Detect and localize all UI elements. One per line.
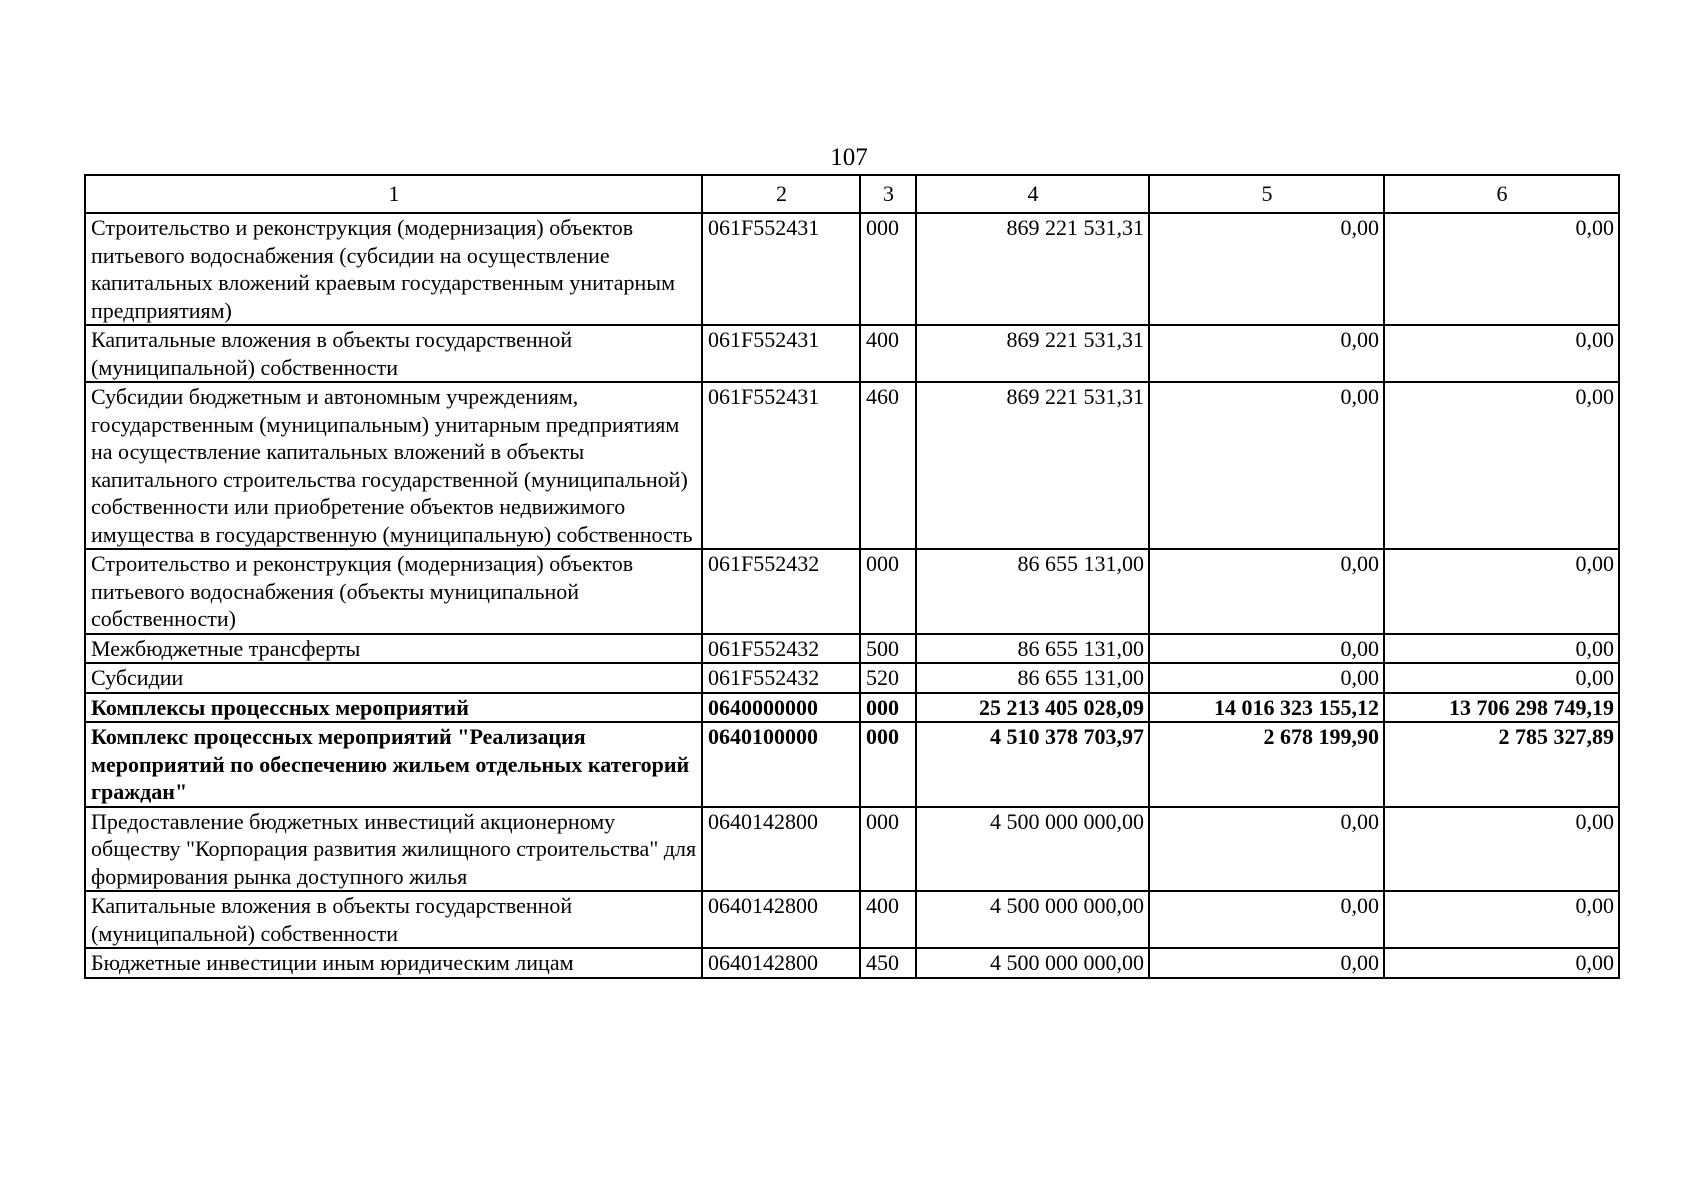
- row-target-code: 0640142800: [702, 891, 860, 948]
- table-row: [85, 382, 1619, 549]
- row-description: Предоставление бюджетных инвестиций акционерному обществу "Корпорация развития жилищного строительства" для формирования рынка доступного жилья: [85, 807, 702, 892]
- header-cell-3: 3: [860, 175, 916, 213]
- row-value-6: 0,00: [1384, 325, 1619, 382]
- table-row: [85, 948, 1619, 978]
- row-expense-type: 500: [860, 634, 916, 664]
- row-target-code: 061F552432: [702, 549, 860, 634]
- row-value-5: 0,00: [1149, 807, 1384, 892]
- row-value-5: 0,00: [1149, 634, 1384, 664]
- row-expense-type: 400: [860, 325, 916, 382]
- row-value-5: 14 016 323 155,12: [1149, 693, 1384, 723]
- table-row: [85, 722, 1619, 807]
- row-target-code: 0640142800: [702, 948, 860, 978]
- row-value-5: 0,00: [1149, 382, 1384, 549]
- row-value-6: 0,00: [1384, 948, 1619, 978]
- row-value-6: 2 785 327,89: [1384, 722, 1619, 807]
- row-expense-type: 450: [860, 948, 916, 978]
- row-value-5: 0,00: [1149, 213, 1384, 325]
- row-expense-type: 000: [860, 722, 916, 807]
- row-target-code: 061F552431: [702, 382, 860, 549]
- row-value-4: 869 221 531,31: [916, 382, 1149, 549]
- header-cell-5: 5: [1149, 175, 1384, 213]
- row-value-5: 0,00: [1149, 325, 1384, 382]
- row-description: Комплексы процессных мероприятий: [85, 693, 702, 723]
- row-value-6: 0,00: [1384, 382, 1619, 549]
- header-cell-6: 6: [1384, 175, 1619, 213]
- row-target-code: 061F552431: [702, 325, 860, 382]
- row-value-4: 869 221 531,31: [916, 213, 1149, 325]
- row-expense-type: 400: [860, 891, 916, 948]
- page-number: 107: [830, 144, 868, 171]
- header-row: [85, 175, 1619, 213]
- row-description: Комплекс процессных мероприятий "Реализация мероприятий по обеспечению жильем отдельных категорий граждан": [85, 722, 702, 807]
- row-expense-type: 000: [860, 807, 916, 892]
- row-description: Капитальные вложения в объекты государственной (муниципальной) собственности: [85, 891, 702, 948]
- row-value-6: 0,00: [1384, 891, 1619, 948]
- row-target-code: 061F552432: [702, 634, 860, 664]
- row-value-6: 0,00: [1384, 663, 1619, 693]
- row-value-6: 0,00: [1384, 634, 1619, 664]
- row-value-5: 0,00: [1149, 663, 1384, 693]
- table-row: [85, 634, 1619, 664]
- row-value-4: 86 655 131,00: [916, 549, 1149, 634]
- row-value-5: 0,00: [1149, 891, 1384, 948]
- row-target-code: 0640142800: [702, 807, 860, 892]
- row-value-4: 4 500 000 000,00: [916, 948, 1149, 978]
- table-row: [85, 663, 1619, 693]
- row-value-5: 2 678 199,90: [1149, 722, 1384, 807]
- row-value-6: 0,00: [1384, 807, 1619, 892]
- row-value-4: 4 510 378 703,97: [916, 722, 1149, 807]
- row-value-4: 25 213 405 028,09: [916, 693, 1149, 723]
- budget-table: [84, 174, 1620, 979]
- row-value-6: 0,00: [1384, 549, 1619, 634]
- header-cell-2: 2: [702, 175, 860, 213]
- row-description: Межбюджетные трансферты: [85, 634, 702, 664]
- row-value-4: 86 655 131,00: [916, 634, 1149, 664]
- table-row: [85, 891, 1619, 948]
- row-value-4: 4 500 000 000,00: [916, 807, 1149, 892]
- row-target-code: 061F552432: [702, 663, 860, 693]
- table-row: [85, 693, 1619, 723]
- row-description: Бюджетные инвестиции иным юридическим лицам: [85, 948, 702, 978]
- table-row: [85, 213, 1619, 325]
- row-value-4: 869 221 531,31: [916, 325, 1149, 382]
- row-target-code: 0640100000: [702, 722, 860, 807]
- row-value-4: 4 500 000 000,00: [916, 891, 1149, 948]
- header-cell-4: 4: [916, 175, 1149, 213]
- row-expense-type: 460: [860, 382, 916, 549]
- row-description: Субсидии бюджетным и автономным учреждениям, государственным (муниципальным) унитарным предприятиям на осуществление капитальных вложений в объекты капитального строительства государственной (муниципальной) собственности или приобретение объектов недвижимого имущества в государственную (муниципальную) собственность: [85, 382, 702, 549]
- row-target-code: 061F552431: [702, 213, 860, 325]
- table-body: [85, 213, 1619, 978]
- header-cell-1: 1: [85, 175, 702, 213]
- row-value-6: 0,00: [1384, 213, 1619, 325]
- row-expense-type: 000: [860, 693, 916, 723]
- table-row: [85, 807, 1619, 892]
- row-expense-type: 000: [860, 549, 916, 634]
- row-expense-type: 000: [860, 213, 916, 325]
- row-description: Капитальные вложения в объекты государственной (муниципальной) собственности: [85, 325, 702, 382]
- row-value-4: 86 655 131,00: [916, 663, 1149, 693]
- row-expense-type: 520: [860, 663, 916, 693]
- row-description: Субсидии: [85, 663, 702, 693]
- row-description: Строительство и реконструкция (модернизация) объектов питьевого водоснабжения (объекты муниципальной собственности): [85, 549, 702, 634]
- table-row: [85, 549, 1619, 634]
- row-value-5: 0,00: [1149, 948, 1384, 978]
- table-row: [85, 325, 1619, 382]
- row-description: Строительство и реконструкция (модернизация) объектов питьевого водоснабжения (субсидии на осуществление капитальных вложений краевым государственным унитарным предприятиям): [85, 213, 702, 325]
- row-value-6: 13 706 298 749,19: [1384, 693, 1619, 723]
- row-target-code: 0640000000: [702, 693, 860, 723]
- row-value-5: 0,00: [1149, 549, 1384, 634]
